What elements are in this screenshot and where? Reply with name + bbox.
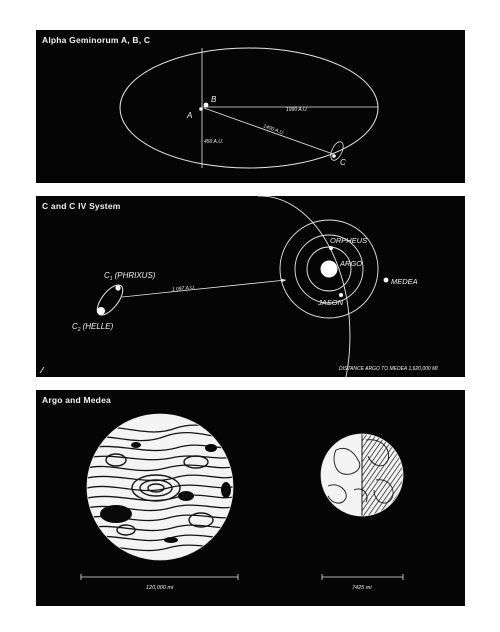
label-footer-distance: DISTANCE ARGO TO MEDEA 1,620,000 MI	[339, 366, 438, 372]
alpha-geminorum-diagram	[36, 30, 465, 183]
distance-arrowhead	[281, 279, 286, 283]
argo-scale-bar	[81, 574, 238, 580]
orbit-ellipse	[120, 48, 378, 168]
c-system-panel	[36, 196, 465, 377]
planet-argo-illustration	[87, 414, 236, 560]
star-b	[204, 103, 209, 108]
label-argo: ARGO	[340, 259, 363, 268]
alpha-geminorum-panel	[36, 30, 465, 183]
label-ac-distance: 1400 A.U.	[262, 123, 286, 137]
label-medea-scale: 7425 mi	[352, 585, 372, 591]
label-argo-scale: 120,000 mi	[146, 585, 174, 591]
medea-scale-bar	[322, 574, 403, 580]
label-medea: MEDEA	[391, 277, 418, 286]
label-b: B	[211, 95, 217, 104]
label-orpheus: ORPHEUS	[330, 236, 368, 245]
panel-title-argo-medea: Argo and Medea	[42, 395, 111, 405]
star-c1	[115, 285, 120, 290]
label-c: C	[340, 158, 346, 167]
label-major-distance: 1990 A.U.	[286, 107, 309, 113]
star-a	[199, 107, 203, 111]
medea-orbit-arc	[258, 196, 350, 377]
star-c2	[97, 307, 105, 315]
argo-medea-panel	[36, 390, 465, 606]
planet-medea-illustration	[321, 430, 407, 520]
label-minor-distance: 450 A.U.	[204, 139, 224, 145]
label-jason: JASON	[318, 298, 344, 307]
label-c1: $C_1$ (PHRIXUS)	[104, 271, 156, 282]
moon-jason	[339, 293, 343, 297]
label-distance: 1 097 A.U.	[171, 284, 196, 293]
c-system-diagram	[36, 196, 465, 377]
label-a: A	[187, 111, 193, 120]
distance-line	[122, 280, 286, 297]
label-c2: $C_2$ (HELLE)	[72, 322, 114, 333]
moon-orpheus	[329, 246, 333, 250]
star-c	[332, 154, 336, 158]
planet-argo	[321, 261, 338, 278]
small-tick-mark	[40, 367, 44, 373]
panel-title-alpha: Alpha Geminorum A, B, C	[42, 35, 151, 45]
panel-title-system: C and C IV System	[42, 201, 121, 211]
argo-medea-illustration	[36, 390, 465, 606]
moon-medea	[384, 278, 389, 283]
